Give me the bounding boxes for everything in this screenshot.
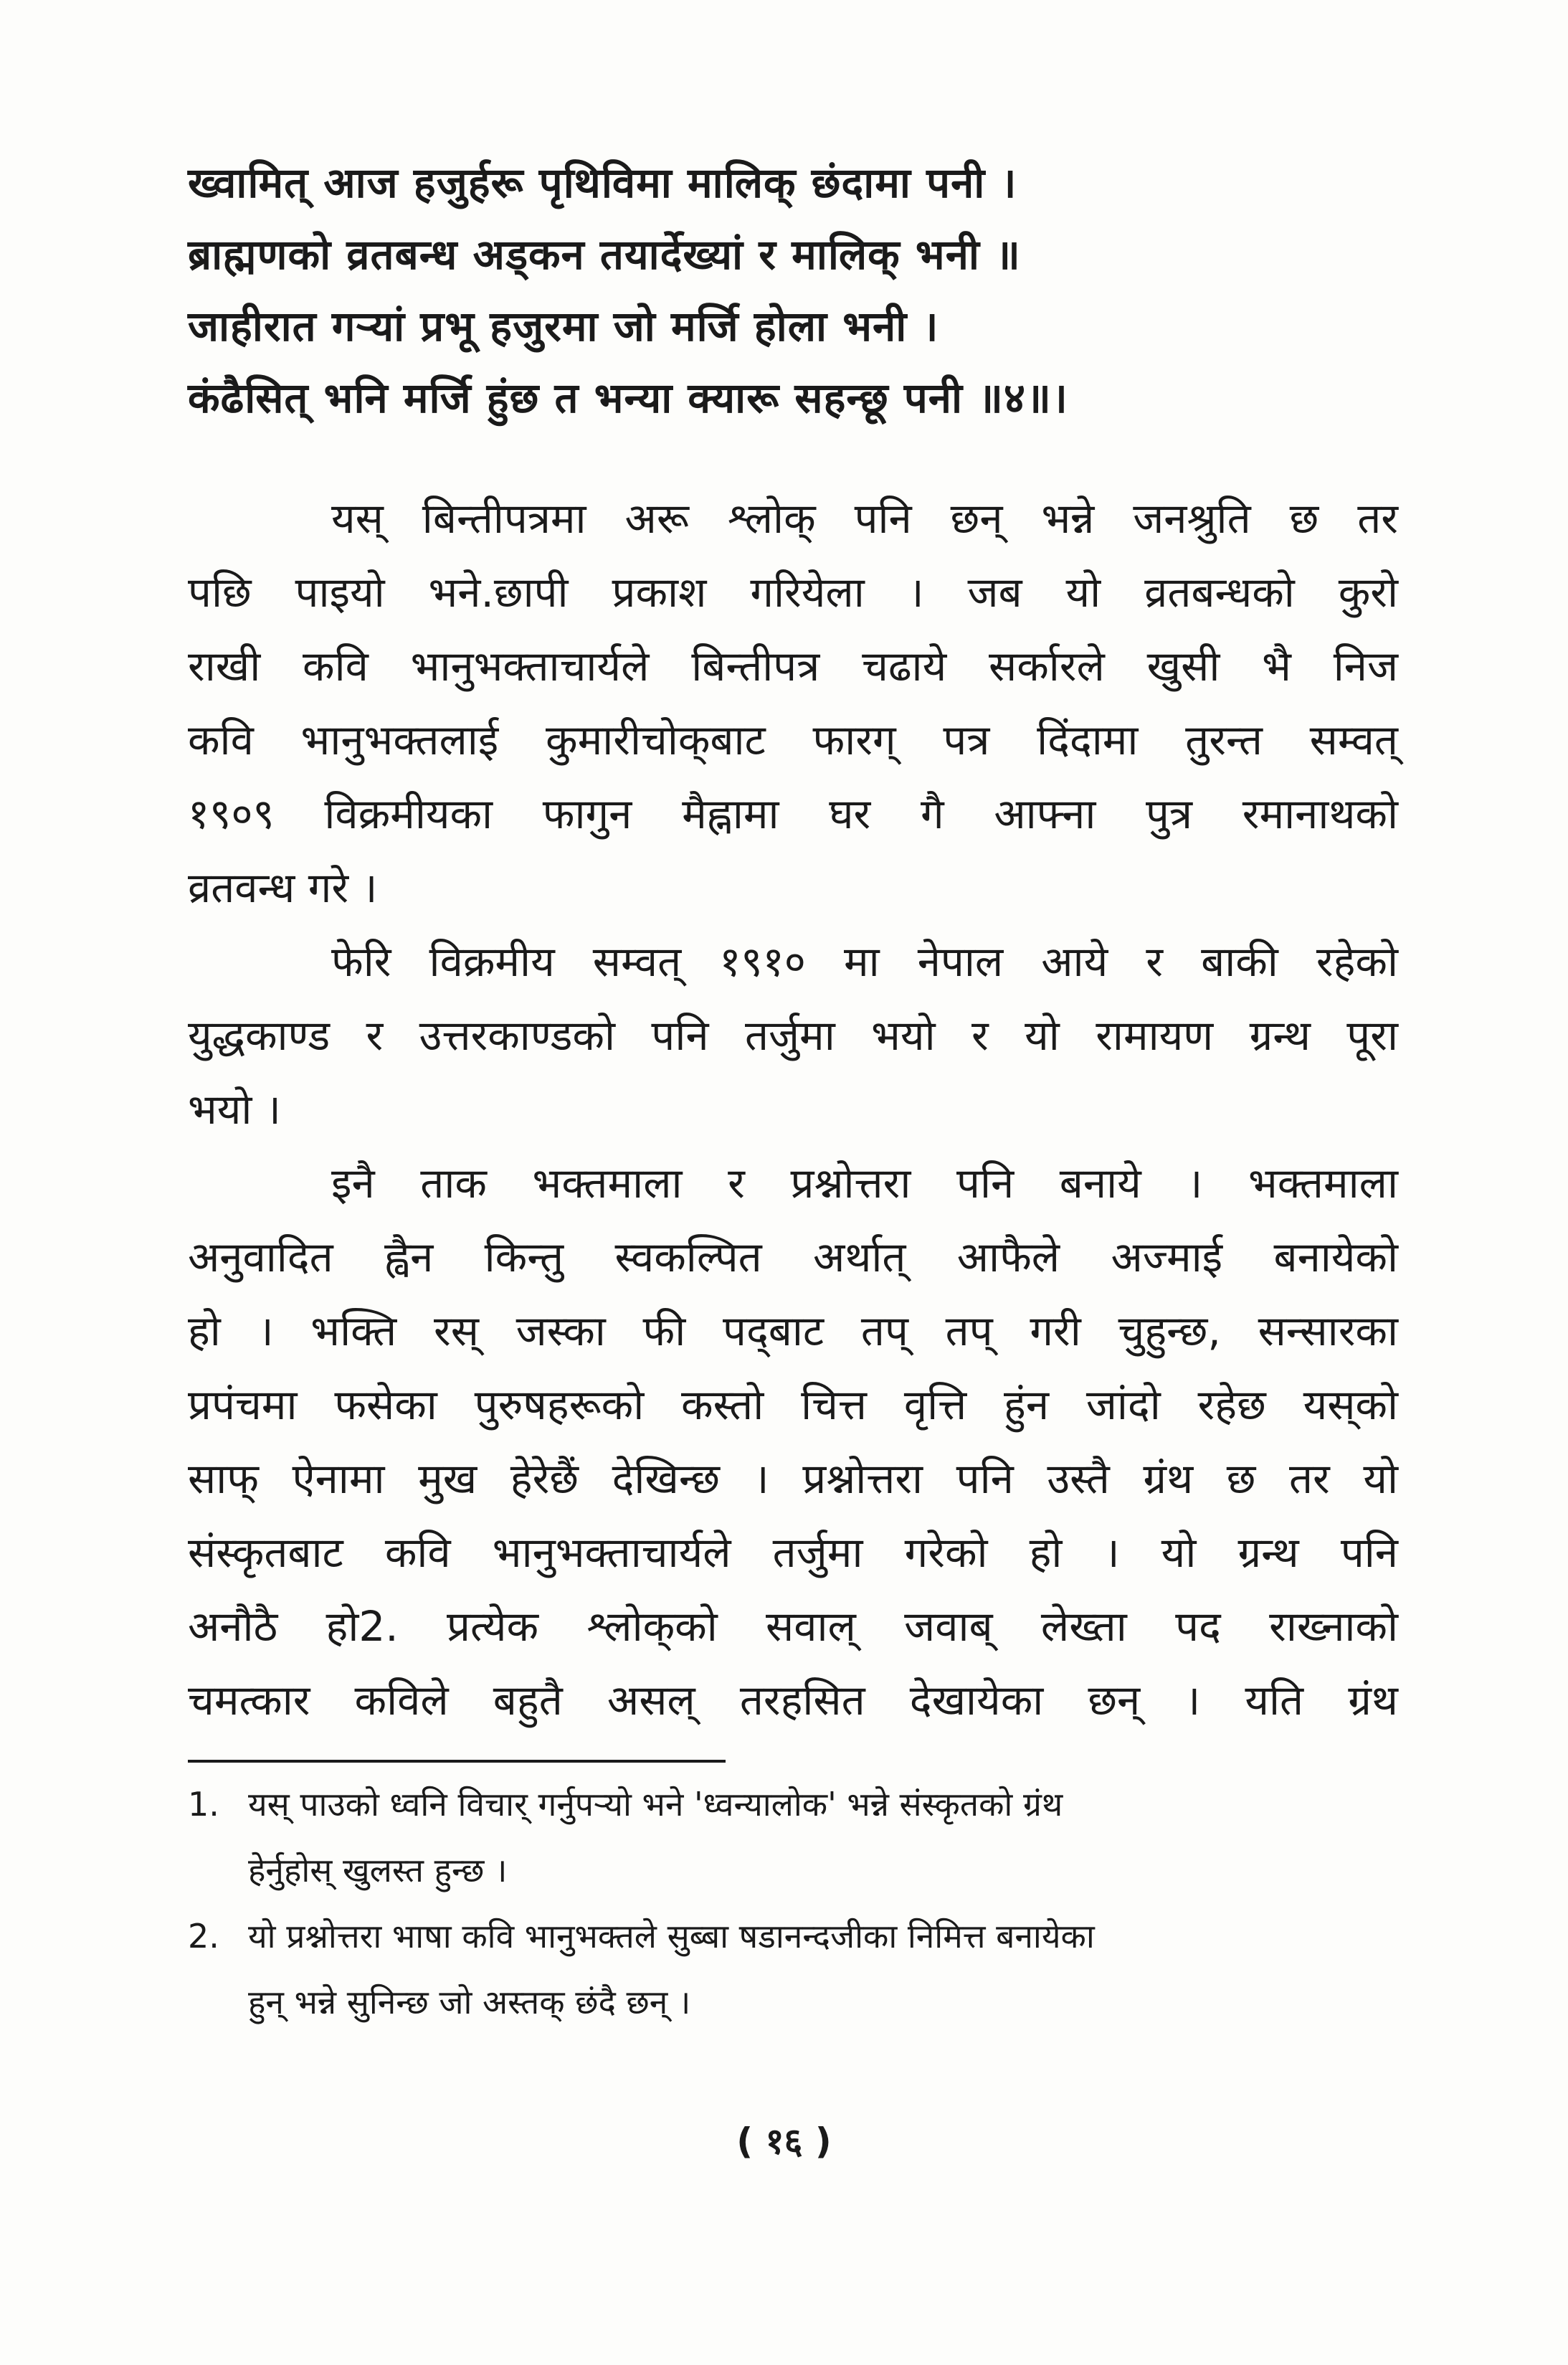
footnotes: [188, 1771, 1398, 2035]
text-line: यस् बिन्तीपत्रमा अरू श्लोक् पनि छन् भन्ने जनश्रुति छ तर: [331, 494, 1398, 543]
text-line: अनौठै हो2. प्रत्येक श्लोक्‌को सवाल् जवाब् लेख्ता पद राख्नाको: [188, 1602, 1398, 1651]
verse-line: कंढैसित् भनि मर्जि हुंछ त भन्या क्यारू सहन्छू पनी ॥४॥।: [188, 374, 1068, 422]
footnote-text: [248, 1771, 1398, 1903]
footnote-number: 2.: [188, 1917, 219, 1956]
footnote-1: [188, 1771, 1398, 1903]
text-line: चमत्कार कविले बहुतै असल् तरहसित देखायेका छन् । यति ग्रंथ: [188, 1676, 1398, 1725]
text-line: पछि पाइयो भने.छापी प्रकाश गरियेला । जब यो व्रतबन्धको कुरो: [188, 568, 1398, 617]
text-line: भयो ।: [188, 1085, 281, 1134]
paragraph-2: [188, 925, 1398, 1147]
text-line: अनुवादित ह्वैन किन्तु स्वकल्पित अर्थात् आफैले अज्माई बनायेको: [188, 1233, 1398, 1281]
footnote-divider: [188, 1760, 726, 1763]
text-line: इनै ताक भक्तमाला र प्रश्नोत्तरा पनि बनाये । भक्तमाला: [331, 1159, 1398, 1208]
verse-line: ब्राह्मणको व्रतबन्ध अड्कन तयार्देख्यां र मालिक् भनी ॥: [188, 230, 1021, 279]
paragraph-3: [188, 1147, 1398, 1738]
text-line: व्रतवन्ध गरे ।: [188, 863, 378, 912]
footnote-line: यो प्रश्नोत्तरा भाषा कवि भानुभक्तले सुब्बा षडानन्दजीका निमित्त बनायेका: [248, 1917, 1095, 1956]
text-line: कवि भानुभक्तलाई कुमारीचोक्‌बाट फारग् पत्र दिंदामा तुरन्त सम्वत्: [188, 716, 1398, 764]
paragraph-1: [188, 482, 1398, 925]
footnote-text: [248, 1903, 1398, 2035]
text-line: फेरि विक्रमीय सम्वत् १९१० मा नेपाल आये र बाकी रहेको: [331, 937, 1398, 986]
footnote-line: हुन् भन्ने सुनिन्छ जो अस्तक् छंदै छन् ।: [248, 1983, 691, 2022]
footnote-2: [188, 1903, 1398, 2035]
prose-body: [188, 482, 1398, 1738]
footnote-line: यस् पाउको ध्वनि विचार् गर्नुपर्‍यो भने 'ध्वन्यालोक' भन्ने संस्कृतको ग्रंथ: [248, 1785, 1063, 1824]
text-line: युद्धकाण्ड र उत्तरकाण्डको पनि तर्जुमा भयो र यो रामायण ग्रन्थ पूरा: [188, 1011, 1398, 1060]
verse-line: ख्वामित् आज हजुर्हरू पृथिविमा मालिक् छंदामा पनी ।: [188, 158, 1017, 207]
verse-line: जाहीरात गर्‍यां प्रभू हजुरमा जो मर्जि होला भनी ।: [188, 302, 939, 351]
text-line: प्रपंचमा फसेका पुरुषहरूको कस्तो चित्त वृत्ति हुंन जांदो रहेछ यस्‌को: [188, 1380, 1398, 1429]
footnote-number: 1.: [188, 1785, 219, 1824]
text-line: संस्कृतबाट कवि भानुभक्ताचार्यले तर्जुमा गरेको हो । यो ग्रन्थ पनि: [188, 1528, 1398, 1577]
verse-block: [188, 147, 1407, 434]
text-line: राखी कवि भानुभक्ताचार्यले बिन्तीपत्र चढाये सर्कारले खुसी भै निज: [188, 642, 1398, 691]
text-line: साफ् ऐनामा मुख हेरेछैं देखिन्छ । प्रश्नोत्तरा पनि उस्तै ग्रंथ छ तर यो: [188, 1454, 1398, 1503]
text-line: हो । भक्ति रस् जस्का फी पद्‌बाट तप् तप् गरी चुहुन्छ, सन्सारका: [188, 1307, 1398, 1355]
page-number: ( १६ ): [736, 2120, 832, 2162]
text-line: १९०९ विक्रमीयका फागुन मैह्नामा घर गै आफ्ना पुत्र रमानाथको: [188, 790, 1398, 838]
footnote-line: हेर्नुहोस् खुलस्त हुन्छ ।: [248, 1851, 508, 1890]
